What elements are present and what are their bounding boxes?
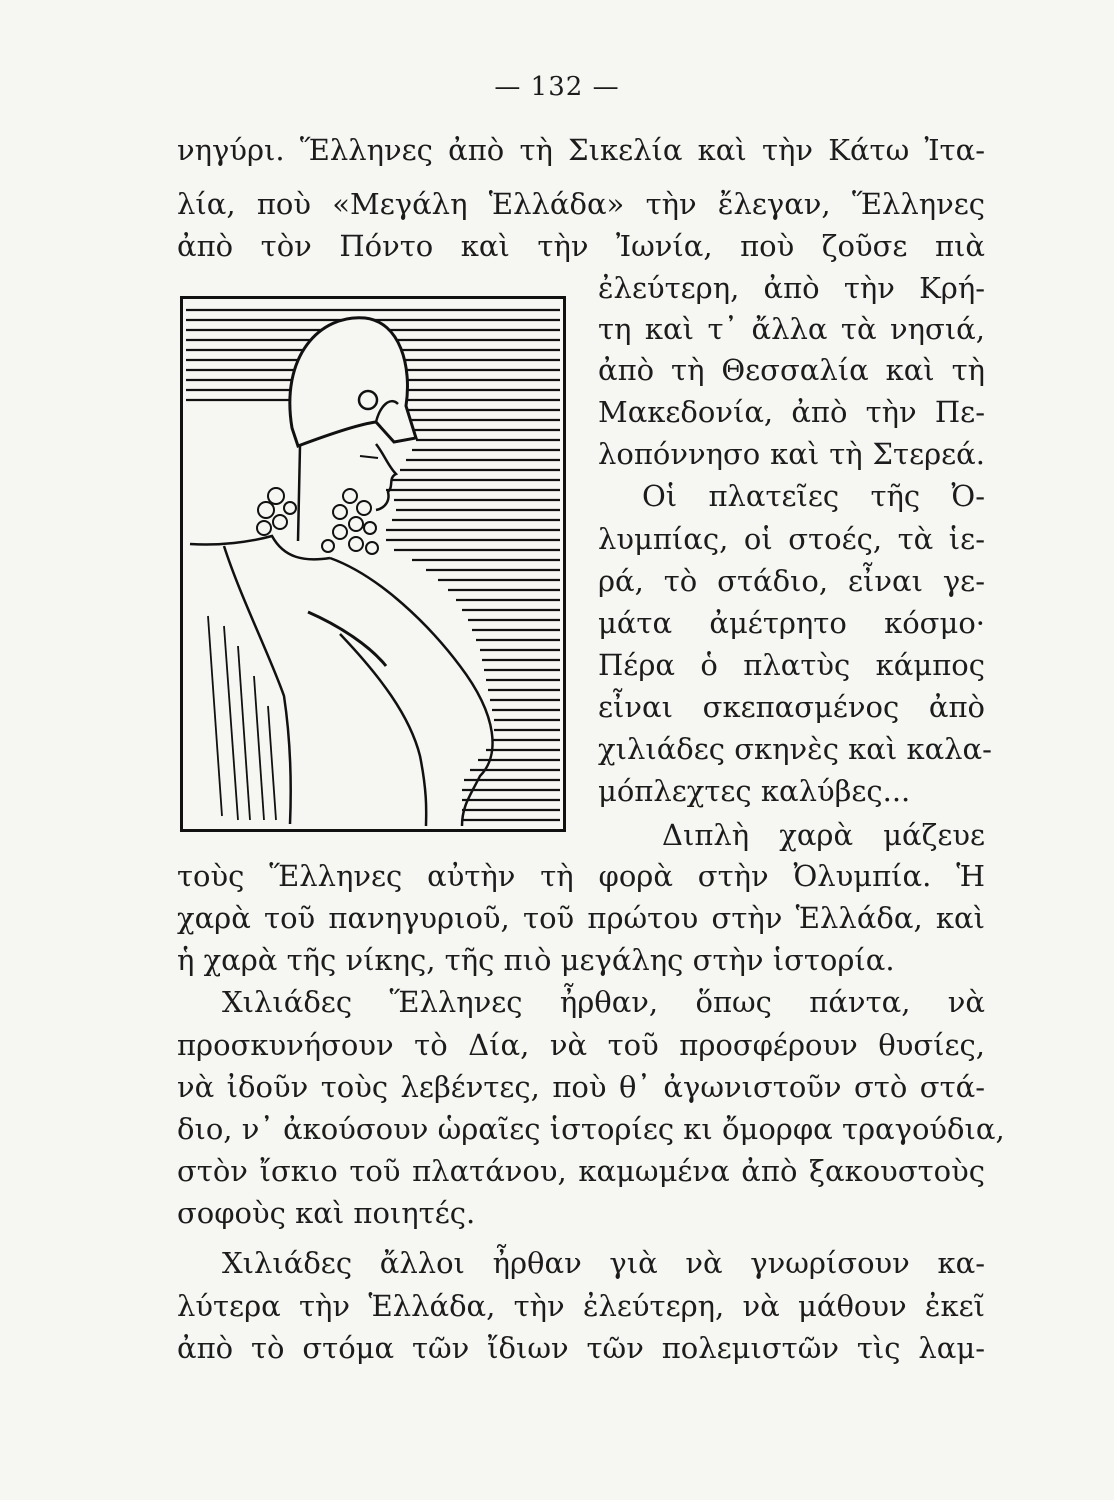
text-line: ἐλεύτερη, ἀπὸ τὴν Κρή- xyxy=(598,271,985,305)
text-line: χαρὰ τοῦ πανηγυριοῦ, τοῦ πρώτου στὴν Ἑλλάδα, καὶ xyxy=(177,901,985,935)
text-line: τη καὶ τ᾽ ἄλλα τὰ νησιά, xyxy=(598,312,985,346)
text-line: ρά, τὸ στάδιο, εἶναι γε- xyxy=(598,564,985,598)
text-line: μόπλεχτες καλύβες... xyxy=(598,774,911,808)
text-line: Χιλιάδες Ἕλληνες ἦρθαν, ὅπως πάντα, νὰ xyxy=(222,985,985,1019)
text-line: χιλιάδες σκηνὲς καὶ καλα- xyxy=(598,732,992,766)
text-line: λοπόννησο καὶ τὴ Στερεά. xyxy=(598,437,985,471)
text-line: Μακεδονία, ἀπὸ τὴν Πε- xyxy=(598,395,985,429)
text-line: Διπλὴ χαρὰ μάζευε xyxy=(662,818,985,852)
text-line: Οἱ πλατεῖες τῆς Ὀ- xyxy=(642,479,985,513)
page-number: — 132 — xyxy=(494,72,620,102)
text-line: νὰ ἰδοῦν τοὺς λεβέντες, ποὺ θ᾽ ἀγωνιστοῦν στὸ στά- xyxy=(177,1070,985,1104)
text-line: λύτερα τὴν Ἑλλάδα, τὴν ἐλεύτερη, νὰ μάθουν ἐκεῖ xyxy=(177,1289,985,1323)
text-line: προσκυνήσουν τὸ Δία, νὰ τοῦ προσφέρουν θυσίες, xyxy=(177,1028,985,1062)
text-line: εἶναι σκεπασμένος ἀπὸ xyxy=(598,690,985,724)
text-line: σοφοὺς καὶ ποιητές. xyxy=(177,1196,476,1230)
text-line: τοὺς Ἕλληνες αὐτὴν τὴ φορὰ στὴν Ὀλυμπία. Ἡ xyxy=(177,859,985,893)
text-line: νηγύρι. Ἕλληνες ἀπὸ τὴ Σικελία καὶ τὴν Κάτω Ἰτα- xyxy=(177,133,985,167)
text-line: ἀπὸ τὸν Πόντο καὶ τὴν Ἰωνία, ποὺ ζοῦσε πιὰ xyxy=(177,229,985,263)
text-line: Χιλιάδες ἄλλοι ἦρθαν γιὰ νὰ γνωρίσουν κα- xyxy=(222,1246,985,1280)
text-line: λυμπίας, οἱ στοές, τὰ ἱε- xyxy=(598,522,985,556)
text-line: ἀπὸ τὴ Θεσσαλία καὶ τὴ xyxy=(598,353,985,387)
warrior-helmet-illustration xyxy=(180,296,566,832)
text-line: Πέρα ὁ πλατὺς κάμπος xyxy=(598,648,985,682)
text-line: ἀπὸ τὸ στόμα τῶν ἴδιων τῶν πολεμιστῶν τὶς λαμ- xyxy=(177,1331,985,1365)
text-line: διο, ν᾽ ἀκούσουν ὡραῖες ἱστορίες κι ὄμορφα τραγούδια, xyxy=(177,1112,1005,1146)
text-line: στὸν ἴσκιο τοῦ πλατάνου, καμωμένα ἀπὸ ξακουστοὺς xyxy=(177,1154,985,1188)
text-line: ἡ χαρὰ τῆς νίκης, τῆς πιὸ μεγάλης στὴν ἱστορία. xyxy=(177,943,895,977)
text-line: μάτα ἀμέτρητο κόσμο· xyxy=(598,606,985,640)
text-line: λία, ποὺ «Μεγάλη Ἑλλάδα» τὴν ἔλεγαν, Ἕλληνες xyxy=(177,187,985,221)
